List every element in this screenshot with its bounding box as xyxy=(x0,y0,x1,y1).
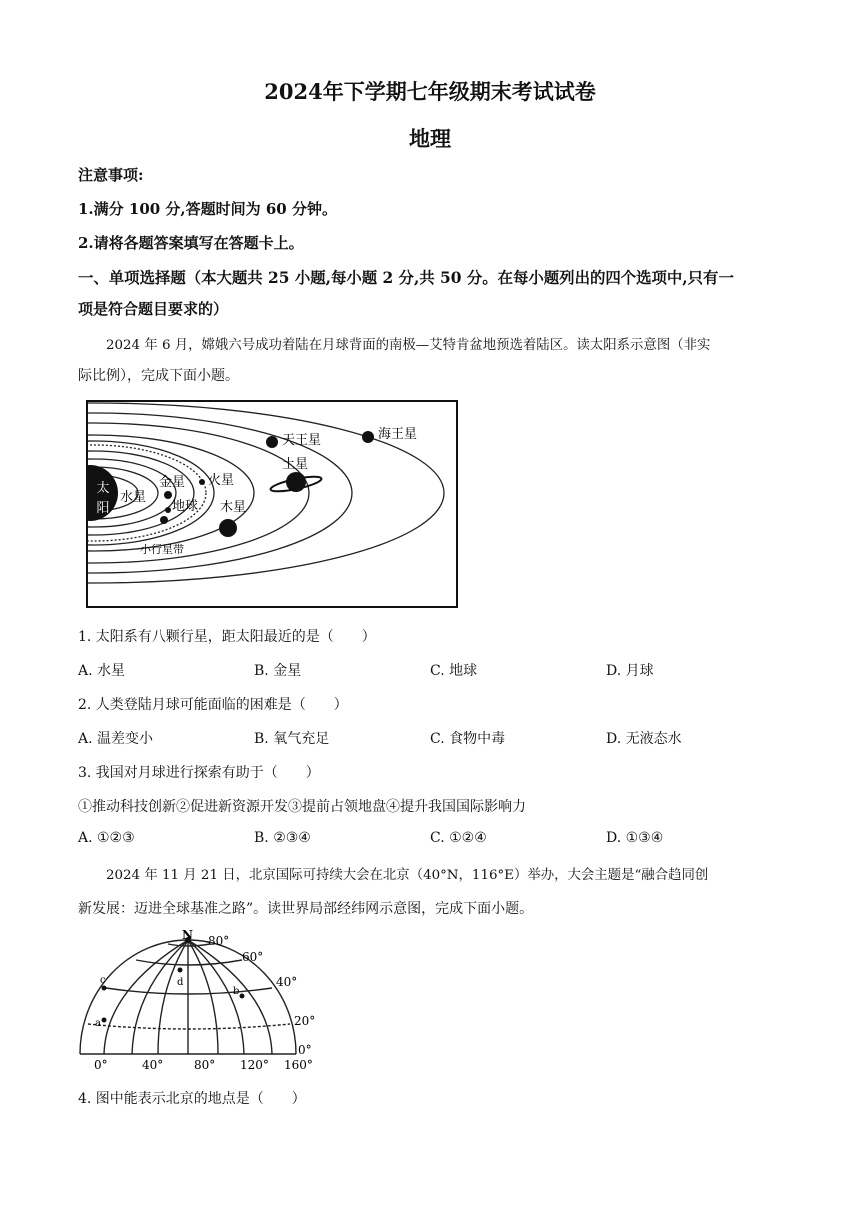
saturn-label: 土星 xyxy=(282,457,309,472)
question-3-stem: 3. 我国对月球进行探索有助于（ ） xyxy=(78,765,320,781)
lon-label: 0° xyxy=(94,1058,108,1072)
north-pole-label: N xyxy=(182,930,193,942)
question-2-stem: 2. 人类登陆月球可能面临的困难是（ ） xyxy=(78,697,348,713)
option-d: D. ①③④ xyxy=(606,830,664,846)
sun-label: 太阳 xyxy=(96,481,110,516)
lat-long-grid-diagram xyxy=(70,930,330,1072)
option-b: B. ②③④ xyxy=(254,830,311,846)
jupiter-icon xyxy=(219,519,237,537)
lat-label: 40° xyxy=(276,975,298,989)
neptune-icon xyxy=(362,431,374,443)
subject-title: 地理 xyxy=(409,126,451,151)
passage-2: 2024 年 11 月 21 日，北京国际可持续大会在北京（40°N，116°E）举办，大会主题是“融合趋同创 xyxy=(106,868,709,883)
option-d: D. 无液态水 xyxy=(606,731,682,747)
lat-label: 80° xyxy=(208,934,230,948)
notice-item: 2.请将各题答案填写在答题卡上。 xyxy=(78,234,304,252)
passage-1: 2024 年 6 月，嫦娥六号成功着陆在月球背面的南极—艾特肯盆地预选着陆区。读太阳系示意图（非实 xyxy=(106,338,711,353)
section-heading-cont: 项是符合题目要求的） xyxy=(78,300,229,318)
lon-label: 160° xyxy=(284,1058,313,1072)
point-a-label: a xyxy=(95,1018,101,1029)
section-heading: 一、单项选择题（本大题共 25 小题,每小题 2 分,共 50 分。在每小题列出的四个选项中,只有一 xyxy=(78,269,734,287)
mars-label: 火星 xyxy=(208,473,235,488)
option-d: D. 月球 xyxy=(606,663,654,679)
earth-icon xyxy=(160,516,168,524)
question-1-stem: 1. 太阳系有八颗行星，距太阳最近的是（ ） xyxy=(78,629,376,645)
lat-label: 60° xyxy=(242,950,264,964)
lat-label: 0° xyxy=(298,1043,312,1057)
point-d-label: d xyxy=(177,977,184,988)
option-a: A. ①②③ xyxy=(78,830,135,846)
exam-title: 2024年下学期七年级期末考试试卷 xyxy=(264,79,596,104)
uranus-label: 天王星 xyxy=(282,433,322,448)
point-b-label: b xyxy=(233,986,240,997)
option-b: B. 金星 xyxy=(254,663,302,679)
neptune-label: 海王星 xyxy=(378,427,418,442)
option-a: A. 水星 xyxy=(78,663,126,679)
mercury-label: 水星 xyxy=(120,490,147,505)
lon-label: 40° xyxy=(142,1058,164,1072)
venus-icon xyxy=(164,491,172,499)
lat-label: 20° xyxy=(294,1014,316,1028)
option-a: A. 温差变小 xyxy=(78,731,154,747)
lon-label: 120° xyxy=(240,1058,269,1072)
option-c: C. 地球 xyxy=(430,663,478,679)
passage-1-cont: 际比例），完成下面小题。 xyxy=(78,368,239,384)
jupiter-label: 木星 xyxy=(220,500,247,515)
mercury-icon xyxy=(165,507,171,513)
question-3-statements: ①推动科技创新②促进新资源开发③提前占领地盘④提升我国国际影响力 xyxy=(78,799,526,815)
option-c: C. 食物中毒 xyxy=(430,731,506,747)
earth-label: 地球 xyxy=(172,499,199,514)
point-c-label: c xyxy=(100,975,106,986)
uranus-icon xyxy=(266,436,278,448)
venus-label: 金星 xyxy=(159,475,186,490)
asteroid-belt-label: 小行星带 xyxy=(140,543,184,556)
notice-item: 1.满分 100 分,答题时间为 60 分钟。 xyxy=(78,200,337,218)
lon-label: 80° xyxy=(194,1058,216,1072)
passage-2-cont: 新发展：迈进全球基准之路”。读世界局部经纬网示意图，完成下面小题。 xyxy=(78,901,534,917)
question-4-stem: 4. 图中能表示北京的地点是（ ） xyxy=(78,1091,306,1107)
option-c: C. ①②④ xyxy=(430,830,487,846)
solar-system-diagram xyxy=(86,400,458,608)
mars-icon xyxy=(199,479,205,485)
option-b: B. 氧气充足 xyxy=(254,731,330,747)
notice-heading: 注意事项: xyxy=(78,166,144,184)
